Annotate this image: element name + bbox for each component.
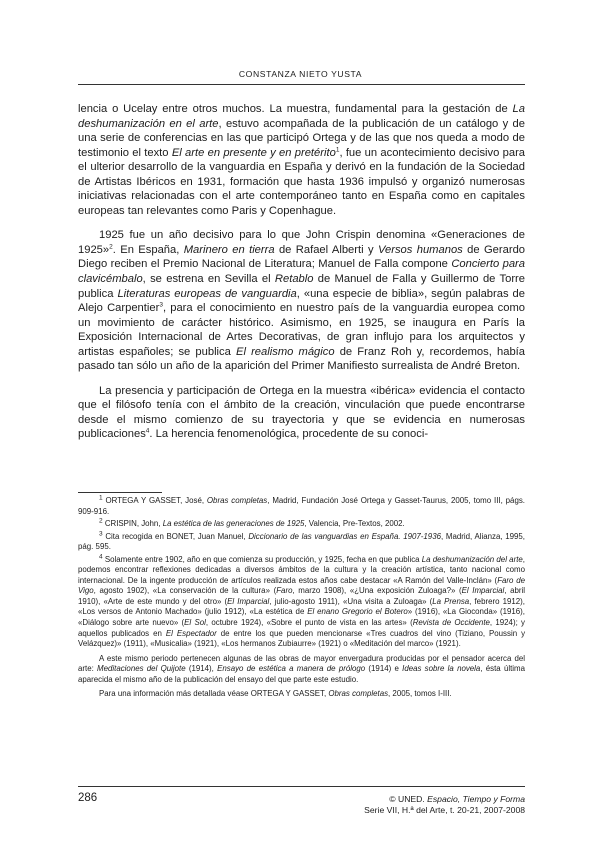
footnote: [78, 532, 525, 553]
italic-text: Marinero en tierra: [183, 243, 275, 256]
text-run: Para una información más detallada véase ORTEGA Y GASSET,: [99, 689, 329, 699]
main-text: [78, 102, 525, 452]
text-run: , julio-agosto 1911), «Una visita a Zuloaga» (: [269, 596, 433, 606]
text-run: CRISPIN, John,: [102, 519, 163, 529]
italic-text: Literaturas europeas de vanguardia: [117, 287, 297, 300]
italic-text: Concierto para clavicémbalo: [78, 258, 525, 286]
italic-text: El Imparcial: [461, 586, 505, 596]
text-run: Solamente entre 1902, año en que comienza su producción, y 1925, fecha en que publica: [102, 554, 422, 564]
footnote-ref: 1: [335, 145, 340, 153]
italic-text: Obras completas: [206, 496, 268, 505]
text-run: , «una especie de biblia», según palabras de Alejo Carpentier: [78, 287, 525, 315]
text-run: , marzo 1908), «¿Una exposición Zuloaga?» (: [292, 586, 462, 596]
text-run: lencia o Ucelay entre otros muchos. La muestra, fundamental para la gestación de: [78, 103, 513, 115]
italic-text: El enano Gregorio el Botero: [307, 607, 408, 617]
italic-text: Faro: [276, 586, 293, 596]
text-run: , se estrena en Sevilla el: [142, 273, 275, 286]
text-run: , 2005, tomos I-III.: [388, 689, 452, 699]
italic-text: La Prensa: [432, 596, 470, 606]
running-header: CONSTANZA NIETO YUSTA: [238, 69, 363, 79]
text-run: , Madrid, Alianza, 1995, pág. 595.: [78, 531, 525, 552]
footnote-ref: 2: [99, 517, 103, 525]
italic-text: Faro de Vigo: [78, 575, 525, 596]
paragraph: [78, 384, 525, 442]
paragraph: [78, 228, 525, 373]
text-run: de Manuel de Falla y Guillermo de Torre publica: [78, 273, 525, 300]
journal-footer: [364, 794, 525, 816]
italic-text: La deshumanización del arte: [421, 554, 523, 564]
text-run: , fue un acontecimiento decisivo para el ulterior desarrollo de la vanguardia en España y derivó en la fundación de la Sociedad de Artistas Ibéricos en 1931, formación que hasta 1936 impulsó y organizó numerosas iniciativas relacionadas con el arte contemporáneo tanto en España como en capitales europeas tan relevantes como Paris y Copenhague.: [78, 146, 526, 217]
italic-text: El Espectador: [165, 628, 217, 638]
text-run: , estuvo acompañada de la publicación de un catálogo y de una serie de conferencias en las que participó Ortega y de las que nos queda a modo de testimonio el texto: [78, 117, 525, 159]
footnote: [78, 519, 525, 530]
journal-line: [364, 794, 525, 805]
text-run: A este mismo periodo pertenecen algunas de las obras de mayor envergadura producidas por el pensador acerca del arte:: [78, 653, 525, 674]
footnote-ref: 4: [99, 553, 103, 561]
italic-text: Revista de Occidente: [412, 618, 490, 628]
text-run: » (1916), «La Gioconda» (1916), «Diálogo sobre arte nuevo» (: [78, 607, 525, 628]
italic-text: Obras completas: [328, 689, 389, 699]
text-run: , ésta última aparecida el mismo año de la publicación del ensayo del que parte este estudio.: [78, 664, 525, 684]
journal-title: Espacio, Tiempo y Forma: [427, 794, 525, 804]
footnote-ref: 2: [109, 243, 113, 251]
italic-text: Diccionario de las vanguardias en España. 1907-1936: [248, 531, 441, 541]
text-run: La presencia y participación de Ortega en la muestra «ibérica» evidencia el contacto que el filósofo tenía con el ámbito de la creación, vinculación que puede encontrarse desde el mismo comienzo de su trayectoria y que se evidencia en numerosas publicaciones: [78, 384, 525, 441]
footnote: [78, 689, 525, 700]
text-run: de Gerardo Diego reciben el Premio Nacional de Literatura; Manuel de Falla compone: [78, 243, 526, 271]
italic-text: Meditaciones del Quijote: [97, 664, 186, 674]
italic-text: Ideas sobre la novela: [402, 664, 481, 674]
text-run: ORTEGA Y GASSET, José,: [102, 496, 207, 505]
text-run: , para el conocimiento en nuestro país de la vanguardia europea como un movimiento de carácter histórico. Asimismo, en 1925, se inaugura en París la Exposición Internacional de Artes Decorativas, de gran influjo para los arquitectos y artistas españoles; se publica: [78, 302, 525, 358]
text-run: . En España,: [112, 243, 184, 256]
text-run: Cita recogida en BONET, Juan Manuel,: [102, 531, 249, 541]
text-run: , agosto 1902), «La conservación de la cultura» (: [93, 586, 277, 596]
text-run: , podemos encontrar reflexiones dedicadas a diversos ámbitos de la cultura y la creación artística, tanto nacional como internacional. De la ingente producción de artículos realizada estos años cabe destacar «A Ramón del Valle-Inclán» (: [78, 554, 525, 585]
header-rule: [78, 84, 525, 85]
text-run: , febrero 1912), «Los versos de Antonio Machado» (julio 1912), «La estética de: [78, 596, 525, 617]
text-run: , Valencia, Pre-Textos, 2002.: [304, 519, 405, 529]
footnote-ref: 4: [145, 427, 150, 435]
text-run: , Madrid, Fundación José Ortega y Gasset-Taurus, 2005, tomo III, págs. 909-916.: [78, 496, 525, 516]
italic-text: El arte en presente y en pretérito: [171, 146, 336, 159]
text-run: (1914),: [185, 664, 218, 674]
footnote: [78, 496, 525, 517]
italic-text: Retablo: [274, 273, 314, 286]
footnote-ref: 3: [159, 301, 163, 309]
italic-text: El Imparcial: [227, 596, 270, 606]
footnote-separator: [78, 492, 162, 493]
footnotes: [78, 492, 525, 702]
text-run: . La herencia fenomenológica, procedente de su conoci-: [149, 428, 429, 441]
footnote: [78, 654, 525, 686]
page-number: 286: [78, 792, 98, 804]
text-run: (1914) e: [365, 664, 403, 674]
text-run: de Rafael Alberti y: [274, 243, 378, 256]
italic-text: Versos humanos: [377, 243, 463, 256]
text-run: de Franz Roh y, recordemos, había pasado tan sólo un año de la aparición del Primer Manifiesto surrealista de André Breton.: [78, 345, 525, 373]
italic-text: La deshumanización en el arte: [78, 103, 525, 130]
footnote-ref: 3: [99, 530, 103, 538]
paragraph: [78, 102, 525, 218]
footnote-ref: 1: [99, 494, 103, 502]
copyright: © UNED.: [389, 794, 428, 804]
text-run: , abril 1910), «Arte de este mundo y del otro» (: [78, 586, 526, 606]
italic-text: Ensayo de estética a manera de prólogo: [217, 664, 366, 674]
footnote: [78, 555, 525, 650]
text-run: , 1924); y aquellos publicados en: [78, 618, 525, 638]
text-run: 1925 fue un año decisivo para lo que John Crispin denomina «Generaciones de 1925»: [78, 229, 525, 256]
italic-text: La estética de las generaciones de 1925: [162, 519, 305, 529]
italic-text: El Sol: [184, 618, 206, 628]
footer-rule: [78, 786, 525, 787]
series-line: Serie VII, H.ª del Arte, t. 20-21, 2007-2008: [364, 805, 525, 815]
text-run: , octubre 1924), «Sobre el punto de vista en las artes» (: [205, 618, 413, 628]
text-run: de entre los que pueden mencionarse «Tres cuadros del vino (Tiziano, Poussin y Velázquez)» (1911), «Musicalia» (1921), «Los hermanos Zubiaurre» (1921) o «Meditación del marco» (1921).: [78, 628, 526, 649]
italic-text: El realismo mágico: [236, 345, 335, 358]
